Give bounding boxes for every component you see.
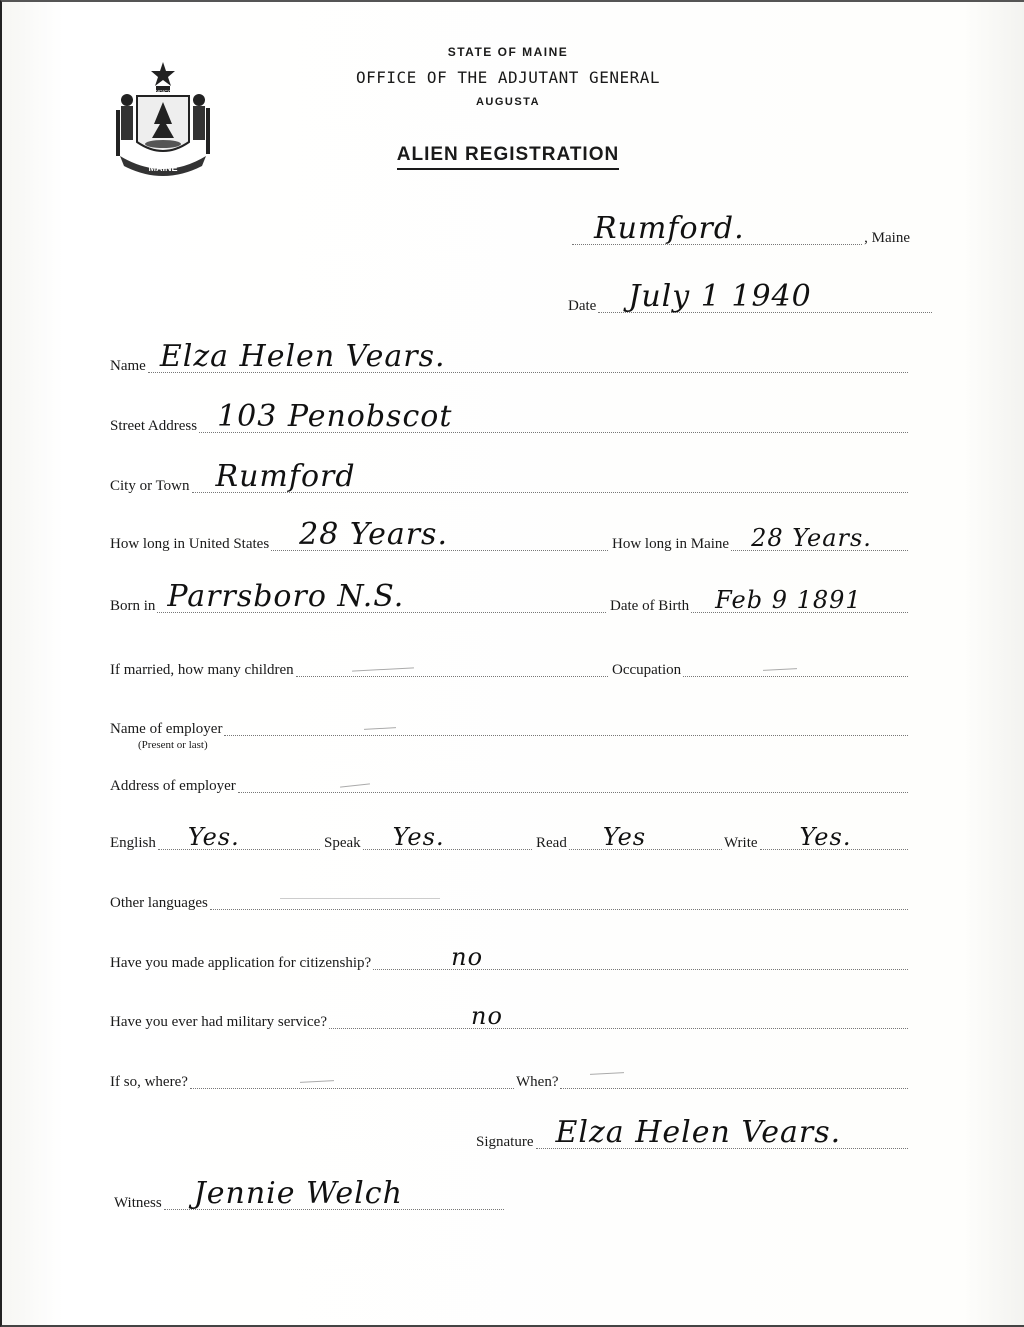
write-value: Yes.: [799, 823, 852, 851]
svg-text:DIRIGO: DIRIGO: [154, 90, 172, 96]
speak-row: [324, 823, 534, 853]
other-languages-row: [110, 895, 910, 913]
date-label: Date: [568, 298, 597, 314]
place-row: [570, 211, 910, 248]
occupation-row: [612, 662, 910, 680]
citizenship-label: Have you made application for citizenship?: [110, 955, 372, 971]
how-long-maine-row: [612, 524, 910, 554]
name-row: [110, 339, 910, 376]
children-label: If married, how many children: [110, 662, 294, 678]
street-value: 103 Penobscot: [217, 399, 453, 434]
name-label: Name: [110, 358, 146, 374]
where-label: If so, where?: [110, 1074, 188, 1090]
employer-address-label: Address of employer: [110, 778, 236, 794]
street-row: [110, 399, 910, 436]
signature-value: Elza Helen Vears.: [555, 1115, 842, 1150]
born-in-value: Parrsboro N.S.: [167, 579, 405, 614]
military-row: [110, 1002, 910, 1032]
witness-label: Witness: [114, 1195, 162, 1211]
children-row: [110, 662, 610, 680]
write-row: [724, 823, 910, 853]
signature-row: [476, 1115, 910, 1152]
witness-value: Jennie Welch: [193, 1176, 403, 1211]
born-in-label: Born in: [110, 598, 156, 614]
military-value: no: [471, 1002, 503, 1030]
form-title: ALIEN REGISTRATION: [2, 144, 1014, 166]
read-row: [536, 823, 724, 853]
city-value: Rumford: [215, 459, 356, 494]
employer-address-row: [110, 778, 910, 796]
born-in-row: [110, 579, 608, 616]
city-label: City or Town: [110, 478, 190, 494]
other-languages-label: Other languages: [110, 895, 208, 911]
dob-label: Date of Birth: [610, 598, 690, 614]
when-label: When?: [516, 1074, 559, 1090]
header-office: OFFICE OF THE ADJUTANT GENERAL: [356, 68, 660, 87]
witness-row: [114, 1176, 506, 1213]
how-long-maine-label: How long in Maine: [612, 536, 730, 552]
svg-text:MAINE: MAINE: [148, 163, 178, 173]
date-row: [568, 279, 934, 316]
occupation-label: Occupation: [612, 662, 682, 678]
dob-row: [610, 586, 910, 616]
how-long-maine-value: 28 Years.: [751, 524, 872, 552]
header-state: STATE OF MAINE: [447, 45, 569, 59]
place-suffix: , Maine: [864, 230, 910, 246]
read-value: Yes: [602, 823, 647, 851]
when-row: [516, 1074, 910, 1092]
english-label: English: [110, 835, 156, 851]
english-row: [110, 823, 322, 853]
employer-label: Name of employer: [110, 721, 223, 737]
name-value: Elza Helen Vears.: [159, 339, 446, 374]
citizenship-row: [110, 943, 910, 973]
write-label: Write: [724, 835, 758, 851]
speak-value: Yes.: [392, 823, 445, 851]
citizenship-value: no: [451, 943, 484, 971]
employer-row: [110, 721, 910, 739]
dob-value: Feb 9 1891: [715, 586, 862, 614]
street-label: Street Address: [110, 418, 198, 434]
where-row: [110, 1074, 516, 1092]
english-value: Yes.: [187, 823, 240, 851]
signature-label: Signature: [476, 1134, 534, 1150]
read-label: Read: [536, 835, 567, 851]
date-value: July 1 1940: [628, 279, 812, 314]
employer-sublabel: (Present or last): [138, 739, 208, 751]
city-row: [110, 459, 910, 496]
how-long-us-row: [110, 517, 610, 554]
place-value: Rumford.: [594, 211, 745, 246]
speak-label: Speak: [324, 835, 361, 851]
how-long-us-label: How long in United States: [110, 536, 270, 552]
how-long-us-value: 28 Years.: [299, 517, 448, 552]
header-city: AUGUSTA: [475, 96, 541, 108]
military-label: Have you ever had military service?: [110, 1014, 327, 1030]
